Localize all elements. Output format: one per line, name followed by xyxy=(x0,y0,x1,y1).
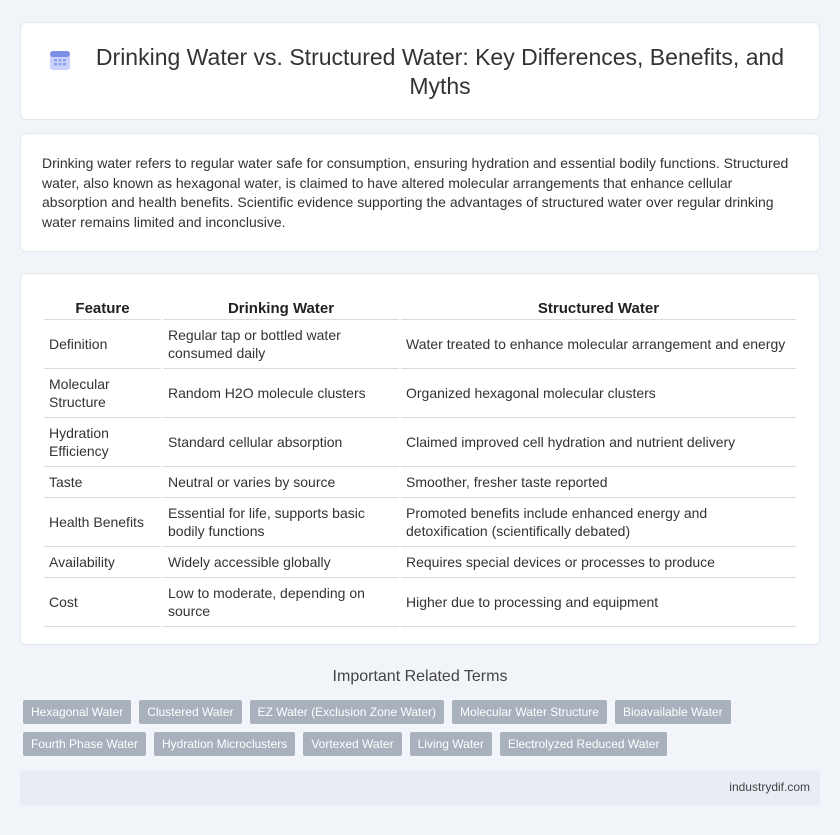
cell-feature: Molecular Structure xyxy=(44,369,161,418)
page-title: Drinking Water vs. Structured Water: Key Differences, Benefits, and Myths xyxy=(95,44,785,99)
tag-bioavailable-water[interactable]: Bioavailable Water xyxy=(615,700,731,724)
intro-card xyxy=(20,133,820,252)
cell-structured: Higher due to processing and equipment xyxy=(401,578,796,627)
footer-site-link[interactable]: industrydif.com xyxy=(729,780,810,794)
tag-vortexed-water[interactable]: Vortexed Water xyxy=(303,732,401,756)
tag-electrolyzed-reduced-water[interactable]: Electrolyzed Reduced Water xyxy=(500,732,668,756)
table-row xyxy=(44,498,796,547)
cell-structured: Organized hexagonal molecular clusters xyxy=(401,369,796,418)
cell-feature: Availability xyxy=(44,547,161,578)
table-row xyxy=(44,578,796,627)
comparison-card xyxy=(20,273,820,645)
intro-paragraph: Drinking water refers to regular water safe for consumption, ensuring hydration and essential bodily functions. Structured water, also known as hexagonal water, is claimed to have altered molecular arrangements that enhance cellular absorption and health benefits. Scientific evidence supporting the advantages of structured water over regular drinking water remains limited and inconclusive. xyxy=(42,155,789,230)
cell-feature: Definition xyxy=(44,320,161,369)
cell-structured: Smoother, fresher taste reported xyxy=(401,467,796,498)
cell-drinking: Essential for life, supports basic bodily functions xyxy=(163,498,399,547)
cell-drinking: Standard cellular absorption xyxy=(163,418,399,467)
related-terms-title: Important Related Terms xyxy=(332,668,508,685)
tag-hexagonal-water[interactable]: Hexagonal Water xyxy=(23,700,131,724)
tag-fourth-phase-water[interactable]: Fourth Phase Water xyxy=(23,732,146,756)
tag-row xyxy=(23,700,823,724)
table-row xyxy=(44,320,796,369)
header-feature: Feature xyxy=(44,294,161,320)
tag-ez-water[interactable]: EZ Water (Exclusion Zone Water) xyxy=(250,700,445,724)
related-terms-tags xyxy=(23,700,823,764)
cell-drinking: Widely accessible globally xyxy=(163,547,399,578)
tag-clustered-water[interactable]: Clustered Water xyxy=(139,700,241,724)
tag-hydration-microclusters[interactable]: Hydration Microclusters xyxy=(154,732,295,756)
cell-feature: Taste xyxy=(44,467,161,498)
cell-drinking: Neutral or varies by source xyxy=(163,467,399,498)
table-header-row xyxy=(44,294,796,320)
table-row xyxy=(44,467,796,498)
tag-molecular-water-structure[interactable]: Molecular Water Structure xyxy=(452,700,607,724)
table-row xyxy=(44,547,796,578)
header-drinking-water: Drinking Water xyxy=(163,294,399,320)
header-structured-water: Structured Water xyxy=(401,294,796,320)
title-card xyxy=(20,22,820,120)
table-row xyxy=(44,369,796,418)
cell-feature: Health Benefits xyxy=(44,498,161,547)
cell-structured: Requires special devices or processes to produce xyxy=(401,547,796,578)
cell-structured: Water treated to enhance molecular arrangement and energy xyxy=(401,320,796,369)
cell-feature: Hydration Efficiency xyxy=(44,418,161,467)
cell-structured: Claimed improved cell hydration and nutrient delivery xyxy=(401,418,796,467)
cell-drinking: Random H2O molecule clusters xyxy=(163,369,399,418)
cell-feature: Cost xyxy=(44,578,161,627)
tag-row xyxy=(23,732,823,756)
cell-drinking: Low to moderate, depending on source xyxy=(163,578,399,627)
footer xyxy=(20,770,820,805)
cell-drinking: Regular tap or bottled water consumed daily xyxy=(163,320,399,369)
table-row xyxy=(44,418,796,467)
cell-structured: Promoted benefits include enhanced energy and detoxification (scientifically debated) xyxy=(401,498,796,547)
tag-living-water[interactable]: Living Water xyxy=(410,732,492,756)
comparison-table xyxy=(42,294,798,627)
